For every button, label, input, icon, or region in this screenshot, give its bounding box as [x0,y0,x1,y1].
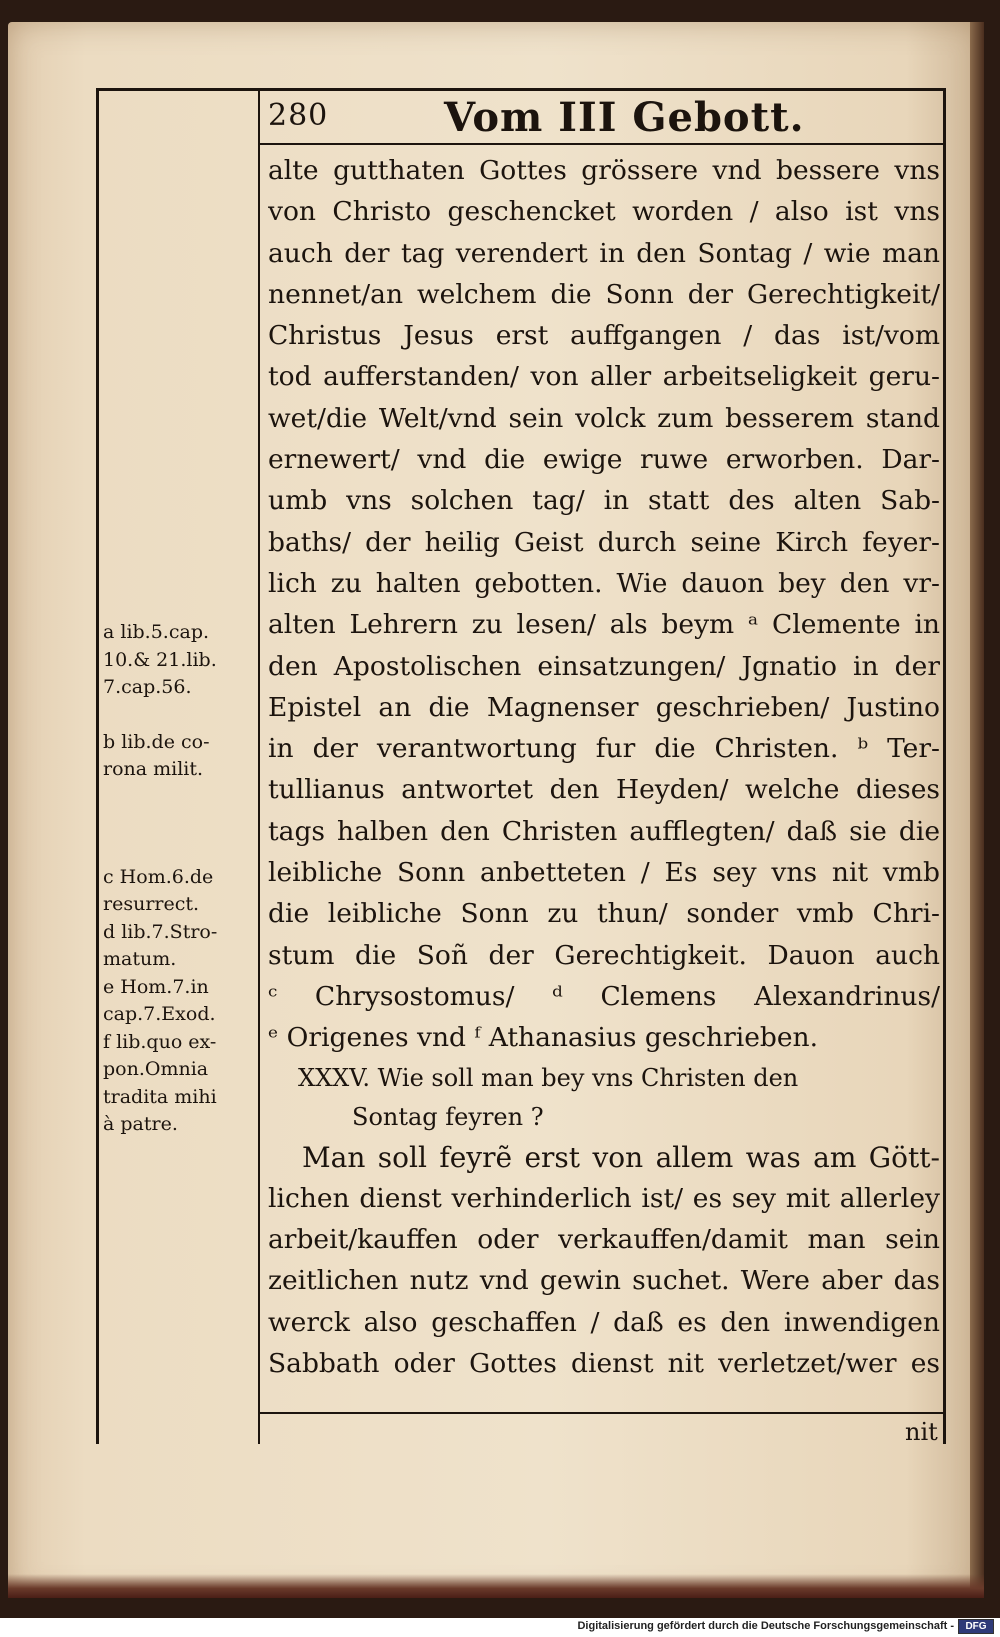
text-line: in der verantwortung fur die Christen. ᵇ Ter- [268,733,940,765]
text-line: ᶜ Chrysostomus/ ᵈ Clemens Alexandrinus/ [268,980,940,1012]
margin-note-line: à patre. [103,1113,178,1135]
text-line: stum die Soñ der Gerechtigkeit. Dauon auch [268,939,940,971]
margin-note-line: d lib.7.Stro- [103,920,218,943]
text-line: baths/ der heilig Geist durch seine Kirch feyer- [268,526,940,558]
margin-note-line: c Hom.6.de [103,865,214,888]
margin-note-line: rona milit. [103,758,204,780]
answer-line: lichen dienst verhinderlich ist/ es sey mit allerley [268,1182,940,1214]
text-line: Christus Jesus erst auffgangen / das ist/vom [268,320,940,352]
text-line: tags halben den Christen aufflegten/ daß sie die [268,815,940,847]
frame-rule-right [943,88,946,1444]
header-rule [258,143,946,145]
frame-rule-top [96,88,946,91]
margin-note-line: 7.cap.56. [103,676,192,698]
text-line: nennet/an welchem die Sonn der Gerechtigkeit/ [268,278,940,310]
text-line: wet/die Welt/vnd sein volck zum besserem stand [268,402,940,434]
footer-credit: Digitalisierung gefördert durch die Deutsche Forschungsgemeinschaft - [577,1620,954,1632]
dfg-logo: DFG [958,1619,994,1634]
text-line: alte gutthaten Gottes grössere vnd bessere vns [268,155,940,186]
text-line: lich zu halten gebotten. Wie dauon bey den vr- [268,567,940,599]
frame-rule-bottom [258,1412,946,1414]
frame-rule-left [96,88,99,1444]
margin-note-line: resurrect. [103,893,200,915]
page-edge-right [970,22,984,1598]
answer-line: Man soll feyrẽ erst von allem was am Gött- [302,1140,940,1174]
margin-note-line: f lib.quo ex- [103,1030,217,1053]
text-line: tullianus antwortet den Heyden/ welche dieses [268,774,940,806]
margin-column-rule [258,88,260,1444]
text-line: leibliche Sonn anbetteten / Es sey vns nit vmb [268,857,940,889]
text-line: Epistel an die Magnenser geschrieben/ Justino [268,691,940,723]
page-header [268,94,932,142]
answer-line: arbeit/kauffen oder verkauffen/damit man sein [268,1224,940,1256]
text-line: auch der tag verendert in den Sontag / wie man [268,237,940,269]
margin-note-line: pon.Omnia [103,1058,209,1080]
question-heading: XXXV. Wie soll man bey vns Christen den [298,1063,799,1092]
text-line: ernewert/ vnd die ewige ruwe erworben. Dar- [268,444,940,476]
margin-note-line: cap.7.Exod. [103,1003,216,1025]
margin-note-line: 10.& 21.lib. [103,648,217,671]
text-line: alten Lehrern zu lesen/ als beym ᵃ Clemente in [268,609,940,641]
text-line: tod aufferstanden/ von aller arbeitseligkeit geru- [268,361,940,393]
text-line: den Apostolischen einsatzungen/ Jgnatio in der [268,650,940,682]
text-line: von Christo geschencket worden / also ist vns [268,196,940,228]
margin-note-line: matum. [103,948,177,970]
margin-notes [103,619,253,1139]
answer-line: Sabbath oder Gottes dienst nit verletzet/wer es [268,1348,940,1380]
text-line: umb vns solchen tag/ in statt des alten Sab- [268,485,940,517]
answer-line: zeitlichen nutz vnd gewin suchet. Were aber das [268,1265,940,1297]
margin-note-line: a lib.5.cap. [103,621,210,643]
text-line: die leibliche Sonn zu thun/ sonder vmb Chri- [268,898,940,930]
main-text-column [268,150,940,1384]
running-title: Vom III Gebott. [444,94,805,141]
margin-note-line: b lib.de co- [103,730,210,753]
page-edge-bottom [8,1574,984,1598]
catchword: nit [905,1418,938,1446]
margin-note-line: tradita mihi [103,1085,217,1108]
answer-line: werck also geschaffen / daß es den inwendigen [268,1306,940,1338]
page-number: 280 [268,98,329,133]
margin-note-line: e Hom.7.in [103,975,209,998]
text-line: ᵉ Origenes vnd ᶠ Athanasius geschrieben. [268,1022,819,1054]
question-heading-continued: Sontag feyren ? [352,1102,544,1131]
digitization-footer [0,1618,1000,1637]
